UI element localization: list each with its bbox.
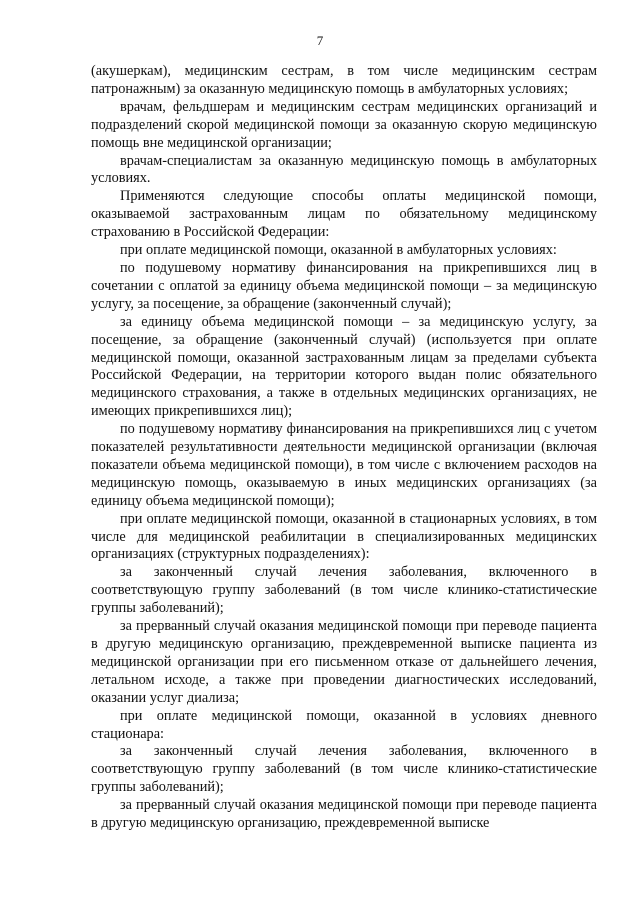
paragraph-day-hospital-heading: при оплате медицинской помощи, оказанной в условиях дневного стационара: [91,707,597,742]
paragraph-specialists: врачам-специалистам за оказанную медицинскую помощь в амбулаторных условиях. [91,152,597,187]
paragraph-per-capita: по подушевому нормативу финансирования на прикрепившихся лиц в сочетании с оплатой за единицу объема медицинской помощи – за медицинскую услугу, за посещение, за обращение (законченный случай); [91,259,597,312]
paragraph-emergency-care: врачам, фельдшерам и медицинским сестрам медицинских организаций и подразделений скорой медицинской помощи за оказанную скорую медицинскую помощь вне медицинской организации; [91,98,597,151]
paragraph-day-hospital-interrupted-case: за прерванный случай оказания медицинской помощи при переводе пациента в другую медицинскую организацию, преждевременной выписке [91,797,597,832]
paragraph-inpatient-completed-case: за законченный случай лечения заболевания, включенного в соответствующую группу заболеваний (в том числе клинико-статистические группы заболеваний); [91,564,597,617]
paragraph-inpatient-interrupted-case: за прерванный случай оказания медицинской помощи при переводе пациента в другую медицинскую организацию, преждевременной выписке пациента из медицинской организации при его письменном отказе от дальнейшего лечения, летальном исходе, а также при проведении диагностических исследований, оказании услуг диализа; [91,618,597,706]
paragraph-day-hospital-completed-case: за законченный случай лечения заболевания, включенного в соответствующую группу заболеваний (в том числе клинико-статистические группы заболеваний); [91,743,597,796]
page-number: 7 [316,33,324,48]
paragraph-ambulatory-heading: при оплате медицинской помощи, оказанной в амбулаторных условиях: [120,242,557,259]
paragraph-payment-methods: Применяются следующие способы оплаты медицинской помощи, оказываемой застрахованным лицам по обязательному медицинскому страхованию в Российской Федерации: [91,188,597,241]
document-body [91,63,597,833]
paragraph-inpatient-heading: при оплате медицинской помощи, оказанной в стационарных условиях, в том числе для медицинской реабилитации в специализированных медицинских организациях (структурных подразделениях): [91,510,597,563]
paragraph-per-capita-performance: по подушевому нормативу финансирования на прикрепившихся лиц с учетом показателей результативности деятельности медицинской организации (включая показатели объема медицинской помощи), в том числе с включением расходов на медицинскую помощь, оказываемую в иных медицинских организациях (за единицу объема медицинской помощи); [91,421,597,509]
paragraph-unit-volume: за единицу объема медицинской помощи – за медицинскую услугу, за посещение, за обращение (законченный случай) (используется при оплате медицинской помощи, оказанной застрахованным лицам за пределами субъекта Российской Федерации, на территории которого выдан полис обязательного медицинского страхования, а также в отдельных медицинских организациях, не имеющих прикрепившихся лиц); [91,313,597,420]
paragraph-continuation: (акушеркам), медицинским сестрам, в том числе медицинским сестрам патронажным) за оказанную медицинскую помощь в амбулаторных условиях; [91,63,597,97]
